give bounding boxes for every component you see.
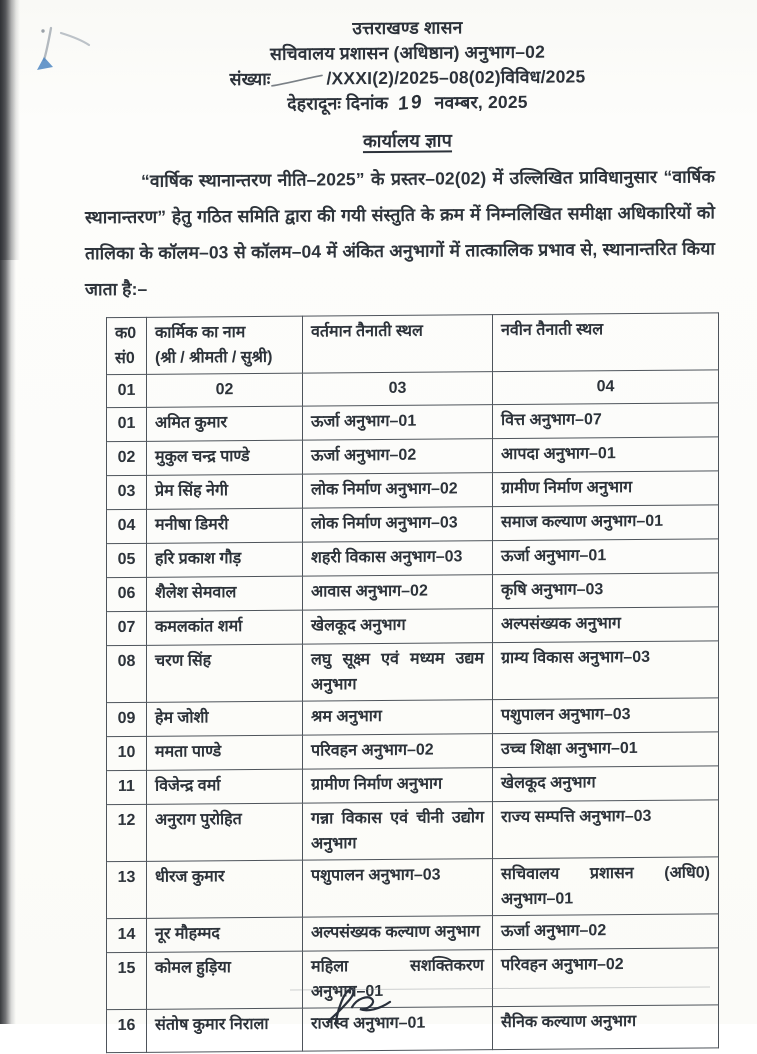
current-posting-cell: ऊर्जा अनुभाग–02 xyxy=(303,439,493,474)
row-number: 02 xyxy=(107,441,147,475)
current-posting-cell: ऊर्जा अनुभाग–01 xyxy=(303,405,493,440)
new-posting-cell: ऊर्जा अनुभाग–01 xyxy=(493,539,719,575)
person-name: अमित कुमार xyxy=(147,406,303,441)
column-number: 03 xyxy=(303,372,493,406)
person-name: हरि प्रकाश गौड़ xyxy=(147,542,303,577)
table-row xyxy=(107,403,719,442)
signature-scribble-icon xyxy=(316,986,406,1025)
number-label: संख्याः xyxy=(229,68,271,90)
new-posting-cell: ऊर्जा अनुभाग–02 xyxy=(493,914,719,950)
blue-triangle-icon xyxy=(37,57,53,70)
row-number: 05 xyxy=(107,543,147,577)
new-posting-cell: वित्त अनुभाग–07 xyxy=(493,403,719,439)
pen-scribble-icon xyxy=(22,20,122,80)
table-row xyxy=(107,505,719,544)
new-posting-cell: ग्रामीण निर्माण अनुभाग xyxy=(493,471,719,507)
current-posting-cell: लोक निर्माण अनुभाग–02 xyxy=(303,473,493,508)
person-name: कमलकांत शर्मा xyxy=(147,610,303,645)
column-number: 04 xyxy=(493,370,719,405)
row-number: 04 xyxy=(107,509,147,543)
row-number: 13 xyxy=(107,861,147,918)
table-row xyxy=(107,732,719,771)
col-header-serial-line2: सं0 xyxy=(115,349,135,368)
person-name: नूर मौहम्मद xyxy=(147,917,303,952)
table-row xyxy=(107,948,719,1010)
row-number: 06 xyxy=(107,577,147,611)
row-number: 10 xyxy=(107,736,147,770)
new-posting-cell: खेलकूद अनुभाग xyxy=(493,766,719,802)
handwritten-stroke-icon xyxy=(270,74,324,88)
col-header-current-posting: वर्तमान तैनाती स्थल xyxy=(303,315,493,373)
table-row xyxy=(107,573,719,612)
col-header-serial xyxy=(107,317,147,374)
table-row xyxy=(107,641,719,703)
transfer-table xyxy=(106,312,719,1053)
current-posting-cell: आवास अनुभाग–02 xyxy=(303,575,493,610)
new-posting-cell: राज्य सम्पत्ति अनुभाग–03 xyxy=(493,800,719,859)
row-number: 16 xyxy=(107,1009,147,1052)
current-posting-cell: परिवहन अनुभाग–02 xyxy=(303,734,493,769)
row-number: 09 xyxy=(107,702,147,736)
new-posting-cell: सचिवालय प्रशासन (अधि0) अनुभाग–01 xyxy=(493,857,719,916)
table-row xyxy=(107,766,719,805)
person-name: हेम जोशी xyxy=(147,701,303,736)
current-posting-cell: लघु सूक्ष्म एवं मध्यम उद्यम अनुभाग xyxy=(303,643,493,701)
new-posting-cell: कृषि अनुभाग–03 xyxy=(493,573,719,609)
table-body xyxy=(107,403,719,1053)
date-suffix: नवम्बर, 2025 xyxy=(434,91,528,113)
current-posting-cell: खेलकूद अनुभाग xyxy=(303,609,493,644)
person-name: धीरज कुमार xyxy=(147,860,303,918)
memo-body-paragraph: “वार्षिक स्थानान्तरण नीति–2025” के प्रस्तर–02(02) में उल्लिखित प्राविधानुसार “वार्षिक स्थानान्तरण” हेतु गठित समिति द्वारा की गयी संस्तुति के क्रम में निम्नलिखित समीक्षा अधिकारियों को तालिका के कॉलम–03 से कॉलम–04 में अंकित अनुभागों में तात्कालिक प्रभाव से, स्थानान्तरित किया जाता है:– xyxy=(85,166,715,300)
table-row xyxy=(107,914,719,953)
row-number: 01 xyxy=(107,407,147,441)
place-date-label: देहरादूनः दिनांक xyxy=(287,92,389,114)
number-value: /XXXI(2)/2025–08(02)विविध/2025 xyxy=(326,66,586,89)
row-number: 11 xyxy=(107,770,147,804)
row-number: 07 xyxy=(107,611,147,645)
table-row xyxy=(107,607,719,646)
table-row xyxy=(107,800,719,862)
row-number: 03 xyxy=(107,475,147,509)
org-title: उत्तराखण्ड शासन xyxy=(352,17,463,39)
col-header-name xyxy=(147,316,303,374)
person-name: ममता पाण्डे xyxy=(147,735,303,770)
new-posting-cell: परिवहन अनुभाग–02 xyxy=(493,948,719,1007)
table-row xyxy=(107,539,719,578)
col-header-name-line2: (श्री / श्रीमती / सुश्री) xyxy=(155,348,273,367)
new-posting-cell: अल्पसंख्यक अनुभाग xyxy=(493,607,719,643)
memo-title: कार्यालय ज्ञाप xyxy=(362,130,453,152)
row-number: 15 xyxy=(107,952,147,1009)
table-row xyxy=(107,698,719,737)
table-row xyxy=(107,437,719,476)
new-posting-cell: समाज कल्याण अनुभाग–01 xyxy=(493,505,719,541)
row-number: 14 xyxy=(107,918,147,952)
current-posting-cell: महिला सशक्तिकरण अनुभाग–01 xyxy=(303,950,493,1008)
person-name: मनीषा डिमरी xyxy=(147,508,303,543)
table-row xyxy=(107,1005,719,1053)
column-number-row xyxy=(107,370,719,408)
scan-edge-shadow-top xyxy=(0,0,20,260)
person-name: मुकुल चन्द्र पाण्डे xyxy=(147,440,303,475)
table-header-row xyxy=(107,313,719,375)
person-name: संतोष कुमार निराला xyxy=(147,1008,303,1052)
table-row xyxy=(107,857,719,919)
current-posting-cell: शहरी विकास अनुभाग–03 xyxy=(303,541,493,576)
current-posting-cell: लोक निर्माण अनुभाग–03 xyxy=(303,507,493,542)
person-name: अनुराग पुरोहित xyxy=(147,803,303,861)
current-posting-cell: गन्ना विकास एवं चीनी उद्योग अनुभाग xyxy=(303,802,493,860)
new-posting-cell: ग्राम्य विकास अनुभाग–03 xyxy=(493,641,719,700)
person-name: विजेन्द्र वर्मा xyxy=(147,769,303,804)
table-row xyxy=(107,471,719,510)
current-posting-cell: राजस्व अनुभाग–01 xyxy=(303,1007,493,1051)
column-number: 02 xyxy=(147,373,303,407)
department-line: सचिवालय प्रशासन (अधिष्ठान) अनुभाग–02 xyxy=(269,41,546,64)
new-posting-cell: पशुपालन अनुभाग–03 xyxy=(493,698,719,734)
current-posting-cell: श्रम अनुभाग xyxy=(303,700,493,735)
person-name: चरण सिंह xyxy=(147,644,303,702)
row-number: 12 xyxy=(107,804,147,861)
row-number: 08 xyxy=(107,645,147,702)
new-posting-cell: आपदा अनुभाग–01 xyxy=(493,437,719,473)
person-name: शैलेश सेमवाल xyxy=(147,576,303,611)
col-header-serial-line1: क0 xyxy=(115,324,137,343)
person-name: कोमल हुड़िया xyxy=(147,951,303,1009)
current-posting-cell: पशुपालन अनुभाग–03 xyxy=(303,859,493,917)
new-posting-cell: सैनिक कल्याण अनुभाग xyxy=(493,1005,719,1050)
current-posting-cell: अल्पसंख्यक कल्याण अनुभाग xyxy=(303,916,493,951)
column-number: 01 xyxy=(107,374,147,407)
handwritten-date-day: 19 xyxy=(398,91,425,116)
place-date-line xyxy=(58,88,757,118)
current-posting-cell: ग्रामीण निर्माण अनुभाग xyxy=(303,768,493,803)
person-name: प्रेम सिंह नेगी xyxy=(147,474,303,509)
new-posting-cell: उच्च शिक्षा अनुभाग–01 xyxy=(493,732,719,768)
col-header-name-line1: कार्मिक का नाम xyxy=(155,324,246,342)
col-header-new-posting: नवीन तैनाती स्थल xyxy=(493,313,719,372)
